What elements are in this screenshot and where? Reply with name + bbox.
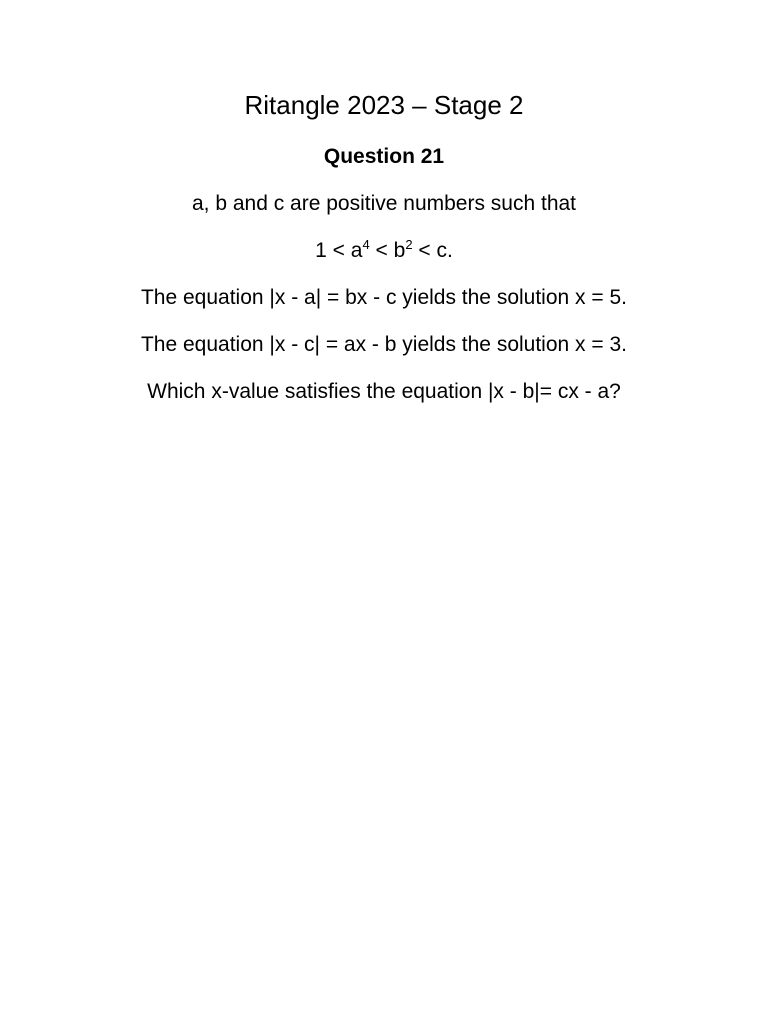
inequality-part-2: < b xyxy=(369,239,406,262)
intro-text: a, b and c are positive numbers such that xyxy=(191,192,577,215)
exponent-b: 2 xyxy=(405,237,413,252)
equation-1-text: The equation |x - a| = bx - c yields the solution x = 5. xyxy=(140,286,627,309)
inequality-part-1: 1 < a xyxy=(315,239,363,262)
question-heading: Question 21 xyxy=(323,145,445,168)
question-text: Which x-value satisfies the equation |x - b|= cx - a? xyxy=(147,380,621,403)
page-title: Ritangle 2023 – Stage 2 xyxy=(244,90,524,120)
exponent-a: 4 xyxy=(362,237,370,252)
inequality-line xyxy=(0,237,768,262)
inequality-part-3: < c. xyxy=(412,239,453,262)
equation-2-text: The equation |x - c| = ax - b yields the solution x = 3. xyxy=(140,333,627,356)
